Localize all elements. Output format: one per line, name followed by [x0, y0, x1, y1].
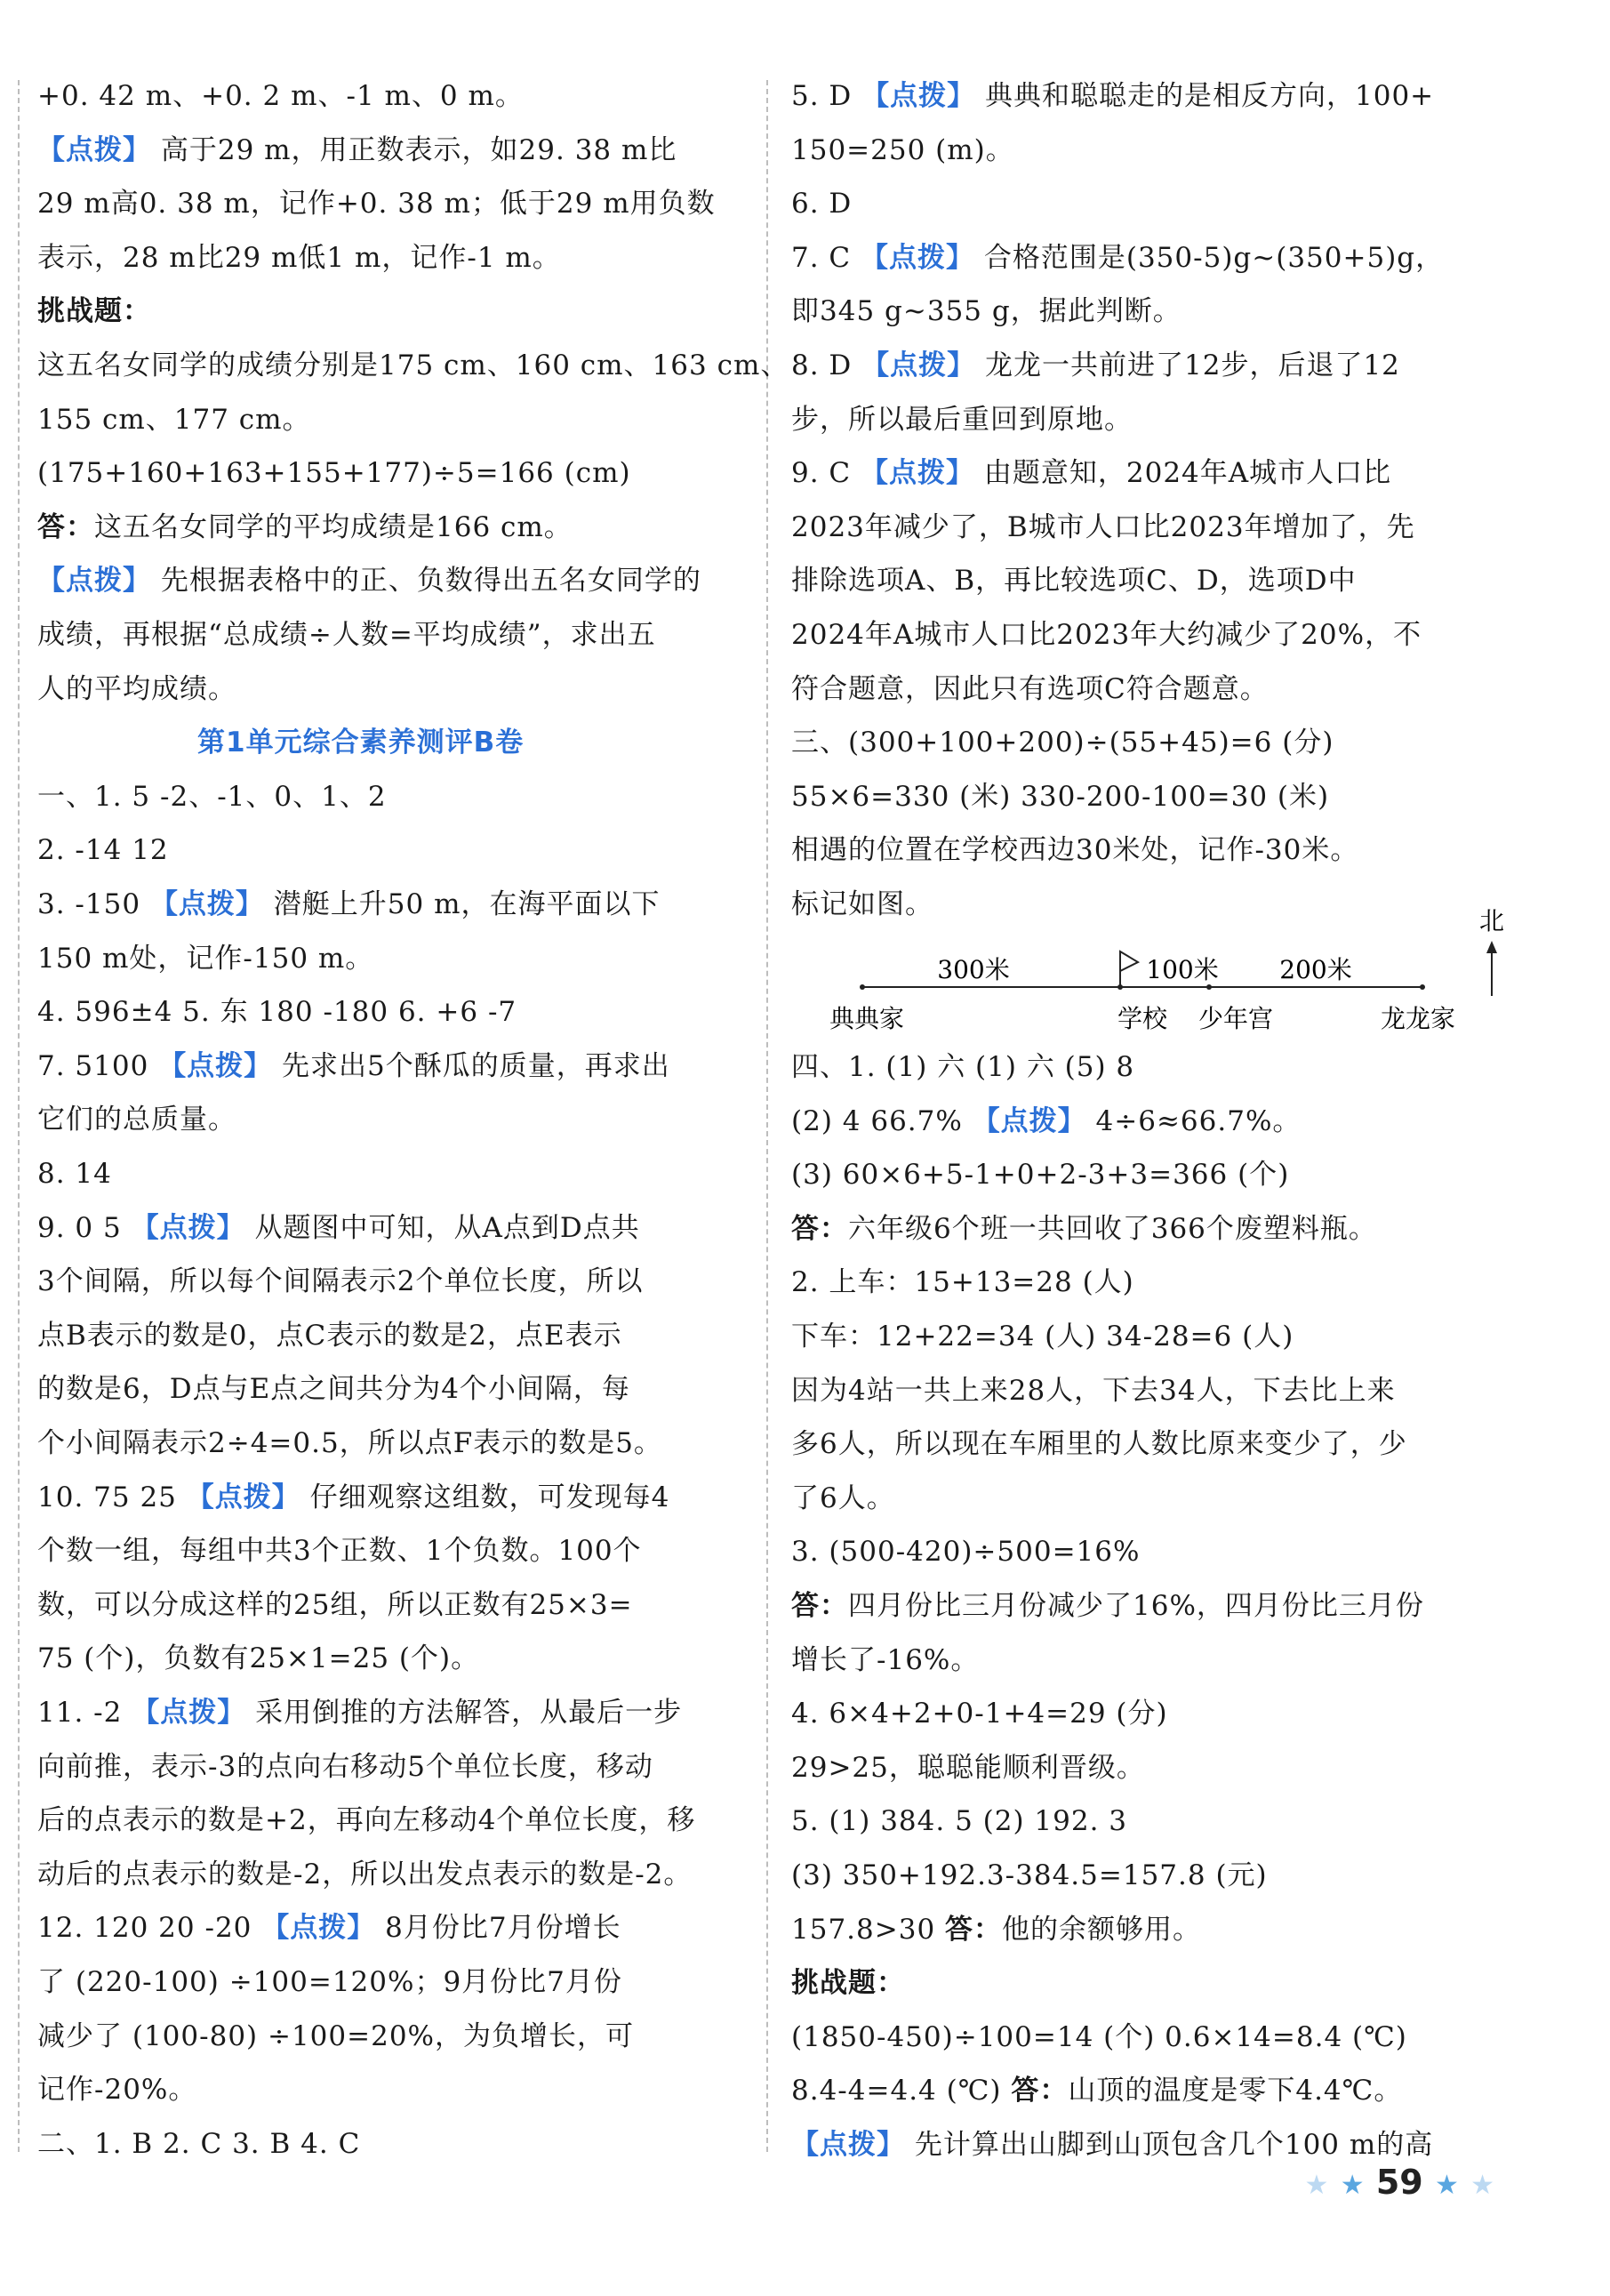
- line-text: 从题图中可知，从A点到D点共: [244, 1211, 640, 1244]
- text-line: [37, 1210, 640, 1246]
- line-text: 29>25，聪聪能顺利晋级。: [791, 1751, 1145, 1784]
- text-line: [791, 402, 1133, 438]
- line-text: 4. 6×4+2+0-1+4=29 (分): [791, 1698, 1168, 1730]
- text-line: [791, 1965, 905, 2001]
- text-line: [791, 832, 1358, 868]
- text-line: [37, 1102, 236, 1137]
- text-line: [791, 779, 1329, 815]
- line-text: 标记如图。: [791, 888, 933, 920]
- line-text: 即345 g~355 g，据此判断。: [791, 295, 1181, 328]
- line-text: 下车：12+22=34 (人) 34-28=6 (人): [791, 1321, 1294, 1353]
- hint-tag: 【点拨】: [37, 565, 151, 598]
- line-text: 一、1. 5 -2、-1、0、1、2: [37, 780, 387, 813]
- line-text: +0. 42 m、+0. 2 m、-1 m、0 m。: [37, 80, 524, 112]
- text-line: [791, 1157, 1289, 1192]
- line-text: 增长了-16%。: [791, 1643, 980, 1676]
- hint-tag: 【点拨】: [261, 1912, 376, 1945]
- line-text: (1850-450)÷100=14 (个) 0.6×14=8.4 (℃): [791, 2020, 1407, 2053]
- line-text: 六年级6个班一共回收了366个废塑料瓶。: [848, 1212, 1377, 1245]
- line-text: (175+160+163+155+177)÷5=166 (cm): [37, 457, 631, 490]
- text-line: [37, 455, 631, 491]
- line-text: 29 m高0. 38 m，记作+0. 38 m；低于29 m用负数: [37, 188, 716, 221]
- line-text: 它们的总质量。: [37, 1104, 236, 1136]
- line-text: 动后的点表示的数是-2，所以出发点表示的数是-2。: [37, 1858, 693, 1891]
- text-line: [37, 1480, 669, 1515]
- text-line: [37, 2126, 360, 2162]
- text-line: [37, 1264, 643, 1299]
- line-text: 个数一组，每组中共3个正数、1个负数。100个: [37, 1535, 642, 1568]
- text-line: [791, 1481, 895, 1516]
- text-line: [37, 1857, 692, 1892]
- text-line: [37, 402, 311, 438]
- text-line: [791, 2127, 1433, 2163]
- line-text: 2. 上车：15+13=28 (人): [791, 1266, 1134, 1299]
- page-footer: [1305, 2163, 1494, 2202]
- line-text: 多6人，所以现在车厢里的人数比原来变少了，少: [791, 1428, 1407, 1461]
- hint-tag: 【点拨】: [186, 1481, 300, 1513]
- text-line: [37, 671, 236, 707]
- text-line: [37, 78, 524, 114]
- text-line: [37, 832, 169, 868]
- text-line: [791, 1912, 1201, 1947]
- text-line: [791, 1588, 1424, 1624]
- hint-tag: 【点拨】: [861, 349, 976, 381]
- text-line: [791, 1211, 1377, 1247]
- text-line: [37, 994, 517, 1030]
- answer-label: 挑战题：: [37, 295, 151, 328]
- line-text: 先计算出山脚到山顶包含几个100 m的高: [905, 2129, 1434, 2161]
- text-line: [791, 348, 1400, 383]
- section-title-text: 第1单元综合素养测评B卷: [197, 727, 525, 759]
- text-line: [37, 1641, 479, 1676]
- line-text: 记作-20%。: [37, 2074, 197, 2107]
- line-text: 了6人。: [791, 1481, 895, 1514]
- line-text: 减少了 (100-80) ÷100=20%，为负增长，可: [37, 2019, 635, 2052]
- line-text: 三、(300+100+200)÷(55+45)=6 (分): [791, 727, 1334, 759]
- line-text: 符合题意，因此只有选项C符合题意。: [791, 672, 1269, 705]
- diagram-svg: [818, 898, 1529, 1032]
- line-text: 山顶的温度是零下4.4℃。: [1068, 2075, 1403, 2107]
- line-text: 2023年减少了，B城市人口比2023年增加了，先: [791, 510, 1415, 543]
- line-text: 12. 120 20 -20: [37, 1912, 262, 1945]
- text-line: [37, 887, 661, 922]
- place-label-longlong: 龙龙家: [1380, 1004, 1456, 1032]
- text-line: [37, 2019, 634, 2054]
- answer-label: 挑战题：: [791, 1967, 905, 2000]
- line-text: 3个间隔，所以每个间隔表示2个单位长度，所以: [37, 1265, 644, 1298]
- text-line: [37, 240, 561, 276]
- star-icon: ★: [1340, 2170, 1365, 2201]
- line-text: (2) 4 66.7%: [791, 1104, 973, 1137]
- text-line: [37, 1156, 112, 1192]
- line-text: 11. -2: [37, 1697, 132, 1729]
- line-text: 个小间隔表示2÷4=0.5，所以点F表示的数是5。: [37, 1427, 662, 1459]
- text-line: [37, 1964, 622, 2000]
- number-line-diagram: [818, 898, 1529, 1032]
- text-line: [791, 455, 1391, 491]
- text-line: [37, 1695, 682, 1730]
- answer-label: 答：: [945, 1913, 1003, 1946]
- text-line: [37, 563, 701, 598]
- north-label: 北: [1478, 906, 1505, 935]
- hint-tag: 【点拨】: [131, 1211, 245, 1244]
- text-line: [37, 779, 387, 815]
- text-line: [37, 186, 716, 221]
- line-text: 7. C: [791, 241, 861, 274]
- line-text: 5. D: [791, 80, 862, 112]
- place-label-youth-palace: 少年宫: [1197, 1004, 1274, 1032]
- line-text: 这五名女同学的成绩分别是175 cm、160 cm、163 cm、: [37, 349, 789, 381]
- hint-tag: 【点拨】: [132, 1697, 246, 1729]
- line-text: 因为4站一共上来28人，下去34人，下去比上来: [791, 1374, 1396, 1407]
- line-text: 潜艇上升50 m，在海平面以下: [263, 888, 661, 920]
- text-line: [37, 1802, 695, 1838]
- line-text: 向前推，表示-3的点向右移动5个单位长度，移动: [37, 1750, 653, 1783]
- line-text: 8. D: [791, 349, 862, 381]
- line-text: 6. D: [791, 188, 853, 221]
- line-text: 相遇的位置在学校西边30米处，记作-30米。: [791, 834, 1359, 867]
- line-text: 他的余额够用。: [1002, 1913, 1202, 1946]
- text-line: [791, 1319, 1294, 1354]
- line-text: 3. (500-420)÷500=16%: [791, 1536, 1141, 1569]
- text-line: [791, 186, 852, 221]
- text-line: [791, 1104, 1301, 1139]
- page-number: 59: [1375, 2163, 1423, 2202]
- text-line: [791, 1696, 1168, 1731]
- line-text: (3) 60×6+5-1+0+2-3+3=366 (个): [791, 1159, 1290, 1192]
- point-youth-palace: [1206, 984, 1212, 990]
- text-line: [37, 1910, 621, 1946]
- segment-label-3: 200米: [1279, 955, 1352, 984]
- text-line: [791, 1373, 1396, 1409]
- line-text: 后的点表示的数是+2，再向左移动4个单位长度，移: [37, 1804, 696, 1837]
- text-line: [791, 1534, 1140, 1569]
- line-text: 4. 596±4 5. 东 180 -180 6. +6 -7: [37, 996, 517, 1029]
- line-text: 8. 14: [37, 1158, 112, 1190]
- line-text: 150=250 (m)。: [791, 133, 1014, 166]
- text-line: [791, 1264, 1134, 1300]
- line-text: 表示，28 m比29 m低1 m，记作-1 m。: [37, 241, 561, 274]
- text-line: [791, 2073, 1402, 2108]
- line-text: 仔细观察这组数，可发现每4: [300, 1481, 670, 1513]
- text-line: [37, 617, 656, 653]
- text-line: [791, 2019, 1407, 2055]
- text-line: [37, 2072, 196, 2107]
- section-title: [197, 725, 524, 760]
- segment-label-1: 300米: [937, 955, 1010, 984]
- line-text: 高于29 m，用正数表示，如29. 38 m比: [151, 133, 677, 166]
- line-text: 数，可以分成这样的25组，所以正数有25×3=: [37, 1588, 633, 1621]
- hint-tag: 【点拨】: [972, 1104, 1086, 1137]
- line-text: 人的平均成绩。: [37, 672, 236, 705]
- line-text: 成绩，再根据“总成绩÷人数=平均成绩”，求出五: [37, 619, 656, 651]
- line-text: 150 m处，记作-150 m。: [37, 942, 374, 975]
- line-text: 四月份比三月份减少了16%，四月份比三月份: [848, 1590, 1424, 1622]
- text-line: [37, 1425, 662, 1461]
- text-line: [37, 1749, 653, 1785]
- text-line: [791, 1858, 1268, 1893]
- line-text: 55×6=330 (米) 330-200-100=30 (米): [791, 780, 1330, 813]
- line-text: 2024年A城市人口比2023年大约减少了20%，不: [791, 619, 1422, 651]
- line-text: 典典和聪聪走的是相反方向，100+: [975, 80, 1435, 112]
- text-line: [37, 1533, 642, 1569]
- text-line: [37, 1048, 670, 1084]
- star-icon: ★: [1304, 2170, 1329, 2201]
- line-text: 点B表示的数是0，点C表示的数是2，点E表示: [37, 1319, 622, 1352]
- line-text: 10. 75 25: [37, 1481, 187, 1513]
- line-text: 4÷6≈66.7%。: [1085, 1104, 1302, 1137]
- text-line: [791, 671, 1269, 707]
- text-line: [791, 510, 1415, 545]
- line-text: 75 (个)，负数有25×1=25 (个)。: [37, 1642, 480, 1675]
- answer-label: 答：: [37, 510, 94, 543]
- place-label-school: 学校: [1117, 1004, 1168, 1032]
- text-line: [791, 1803, 1127, 1839]
- text-line: [791, 1642, 979, 1678]
- text-line: [791, 1750, 1145, 1786]
- answer-label: 答：: [791, 1590, 848, 1622]
- line-text: 先求出5个酥瓜的质量，再求出: [272, 1049, 670, 1082]
- text-line: [791, 293, 1181, 329]
- line-text: 龙龙一共前进了12步，后退了12: [975, 349, 1400, 381]
- text-line: [37, 348, 789, 383]
- line-text: 5. (1) 384. 5 (2) 192. 3: [791, 1805, 1128, 1838]
- line-text: 9. C: [791, 457, 861, 490]
- answer-label: 答：: [791, 1212, 848, 1245]
- line-text: 排除选项A、B，再比较选项C、D，选项D中: [791, 565, 1357, 598]
- hint-tag: 【点拨】: [861, 457, 975, 490]
- text-line: [791, 240, 1444, 276]
- star-icon: ★: [1434, 2170, 1459, 2201]
- line-text: 二、1. B 2. C 3. B 4. C: [37, 2127, 361, 2160]
- column-divider: [766, 80, 768, 2152]
- line-text: 四、1. (1) 六 (1) 六 (5) 8: [791, 1051, 1135, 1083]
- line-text: 的数是6，D点与E点之间共分为4个小间隔，每: [37, 1373, 630, 1406]
- star-icon: ★: [1470, 2170, 1494, 2201]
- text-line: [37, 132, 677, 168]
- line-text: 8.4-4=4.4 (℃): [791, 2075, 1012, 2107]
- line-text: 由题意知，2024年A城市人口比: [974, 457, 1392, 490]
- line-text: 这五名女同学的平均成绩是166 cm。: [94, 510, 573, 543]
- text-line: [791, 78, 1434, 114]
- text-line: [791, 1049, 1134, 1085]
- line-text: 合格范围是(350-5)g~(350+5)g，: [974, 241, 1445, 274]
- line-text: 7. 5100: [37, 1049, 159, 1082]
- hint-tag: 【点拨】: [861, 241, 975, 274]
- text-line: [37, 1587, 633, 1623]
- text-line: [791, 1426, 1407, 1462]
- hint-tag: 【点拨】: [149, 888, 264, 920]
- north-arrow-icon: [1486, 941, 1497, 953]
- line-text: 8月份比7月份增长: [375, 1912, 621, 1945]
- text-line: [37, 941, 373, 976]
- line-text: 3. -150: [37, 888, 150, 920]
- text-line: [791, 563, 1357, 598]
- flag-icon: [1120, 951, 1138, 971]
- text-line: [791, 617, 1422, 653]
- left-margin-line: [18, 80, 20, 2152]
- line-text: (3) 350+192.3-384.5=157.8 (元): [791, 1859, 1268, 1891]
- answer-label: 答：: [1011, 2075, 1069, 2107]
- hint-tag: 【点拨】: [158, 1049, 273, 1082]
- text-line: [791, 725, 1334, 760]
- text-line: [791, 132, 1014, 168]
- line-text: 157.8>30: [791, 1913, 946, 1946]
- hint-tag: 【点拨】: [37, 133, 151, 166]
- text-line: [37, 293, 151, 329]
- hint-tag: 【点拨】: [791, 2129, 905, 2161]
- text-line: [37, 1371, 630, 1407]
- line-text: 155 cm、177 cm。: [37, 403, 311, 436]
- line-text: 采用倒推的方法解答，从最后一步: [245, 1697, 683, 1729]
- place-label-diandian: 典典家: [829, 1004, 905, 1032]
- segment-label-2: 100米: [1146, 955, 1219, 984]
- line-text: 步，所以最后重回到原地。: [791, 403, 1133, 436]
- text-line: [37, 1318, 622, 1353]
- hint-tag: 【点拨】: [861, 80, 976, 112]
- point-diandian: [860, 984, 865, 990]
- line-text: 2. -14 12: [37, 834, 169, 867]
- line-text: 了 (220-100) ÷100=120%；9月份比7月份: [37, 1966, 622, 1998]
- text-line: [37, 510, 573, 545]
- line-text: 9. 0 5: [37, 1211, 132, 1244]
- point-longlong: [1420, 984, 1425, 990]
- line-text: 先根据表格中的正、负数得出五名女同学的: [151, 565, 701, 598]
